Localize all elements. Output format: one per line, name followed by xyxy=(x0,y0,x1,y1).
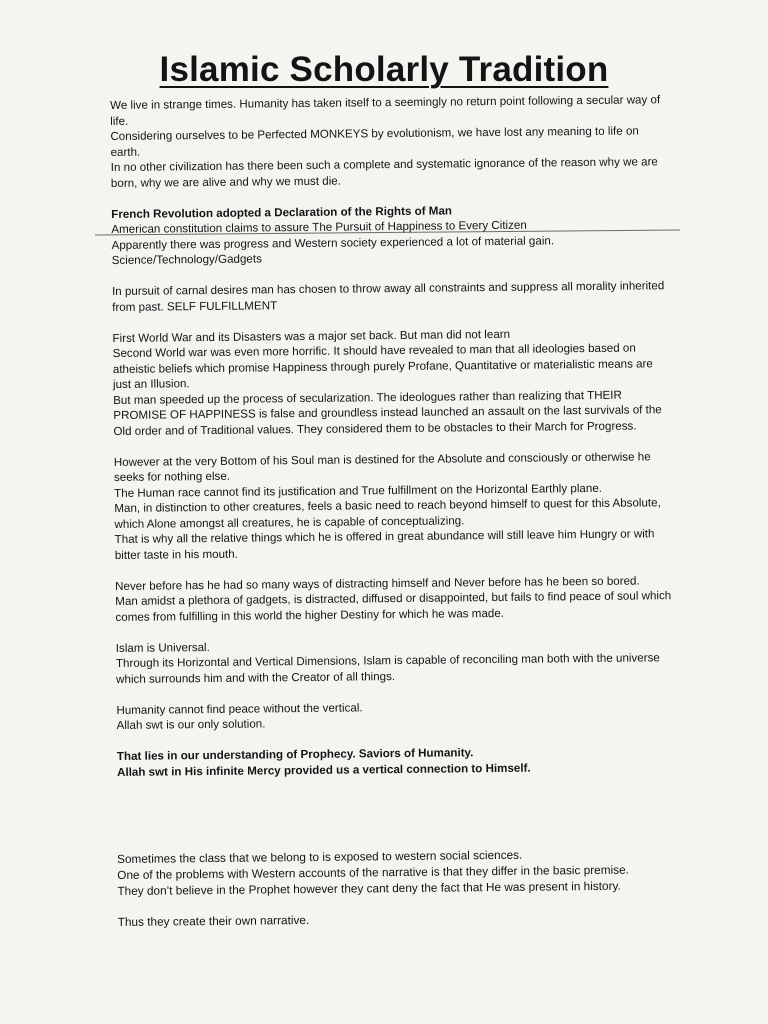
paragraph-5 xyxy=(114,449,675,563)
text-line: Sometimes the class that we belong to is exposed to western social sciences. xyxy=(117,847,523,866)
text-line: The Human race cannot find its justification and True fulfillment on the Horizontal Earthly plane. xyxy=(114,481,603,500)
text-line: First World War and its Disasters was a major set back. But man did not learn xyxy=(112,327,511,345)
text-line: French Revolution adopted a Declaration of the Rights of Man xyxy=(111,203,453,221)
text-line: Humanity cannot find peace without the vertical. xyxy=(116,700,363,717)
text-line: American constitution claims to assure The Pursuit of Happiness to Every Citizen xyxy=(111,218,527,236)
text-line: Second World war was even more horrific. It should have revealed to man that all ideologies based on atheistic beliefs which promise Happiness through purely Profane, Quantitative or materialistic means are just an Illusion. xyxy=(112,341,653,391)
text-line: They don’t believe in the Prophet however they cant deny the fact that He was present in history. xyxy=(117,878,621,898)
text-line: But man speeded up the process of secularization. The ideologues rather than realizing that THEIR PROMISE OF HAPPINESS is false and groundless instead launched an assault on the last survivals of the Old order and of Traditional values. They considered them to be obstacles to their March for Progress. xyxy=(113,388,662,438)
paragraph-3 xyxy=(112,278,672,315)
paragraph-4 xyxy=(112,325,673,439)
text-line: Allah swt is our only solution. xyxy=(116,717,266,732)
text-line: Through its Horizontal and Vertical Dimensions, Islam is capable of reconciling man both with the universe which surrounds him and with the Creator of all things. xyxy=(115,651,660,686)
text-line: That is why all the relative things which he is offered in great abundance will still leave him Hungry or with bitter taste in his mouth. xyxy=(114,527,655,562)
document-body-closing xyxy=(117,846,658,946)
text-line: Allah swt in His infinite Mercy provided us a vertical connection to Himself. xyxy=(116,761,531,779)
paragraph-9 xyxy=(117,743,677,780)
paragraph-1 xyxy=(110,92,671,191)
text-line: Man amidst a plethora of gadgets, is distracted, diffused or disappointed, but fails to find peace of soul which comes from fulfilling in this world the higher Destiny for which he was made. xyxy=(115,589,672,624)
paragraph-10 xyxy=(117,846,657,899)
text-line: Apparently there was progress and Western society experienced a lot of material gain. xyxy=(111,233,555,252)
text-line: Man, in distinction to other creatures, feels a basic need to reach beyond himself to quest for this Absolute, which Alone amongst all creatures, he is capable of conceptualizing. xyxy=(114,496,661,531)
text-line: Thus they create their own narrative. xyxy=(117,913,310,930)
text-line: In no other civilization has there been such a complete and systematic ignorance of the reason why we are born, why we are alive and why we must die. xyxy=(110,155,658,190)
text-line: Islam is Universal. xyxy=(115,640,210,655)
paragraph-11 xyxy=(118,910,658,931)
paragraph-2 xyxy=(111,201,672,269)
text-line: Never before has he had so many ways of distracting himself and Never before has he been so bored. xyxy=(115,573,640,593)
text-line: One of the problems with Western accounts of the narrative is that they differ in the basic premise. xyxy=(117,862,629,882)
document-body xyxy=(110,92,677,795)
text-line: However at the very Bottom of his Soul man is destined for the Absolute and consciously or otherwise he seeks for nothing else. xyxy=(113,449,651,484)
text-line: We live in strange times. Humanity has taken itself to a seemingly no return point following a secular way of life. xyxy=(110,93,661,128)
paragraph-6 xyxy=(115,573,675,625)
paragraph-7 xyxy=(116,635,676,687)
text-line: That lies in our understanding of Prophecy. Saviors of Humanity. xyxy=(116,746,474,763)
paragraph-8 xyxy=(116,697,676,734)
text-line: Science/Technology/Gadgets xyxy=(111,252,262,267)
text-line: Considering ourselves to be Perfected MONKEYS by evolutionism, we have lost any meaning to life on earth. xyxy=(110,124,639,159)
page-title: Islamic Scholarly Tradition xyxy=(159,50,609,89)
text-line: In pursuit of carnal desires man has chosen to throw away all constraints and suppress all morality inherited from past. SELF FULFILLMENT xyxy=(111,279,665,314)
